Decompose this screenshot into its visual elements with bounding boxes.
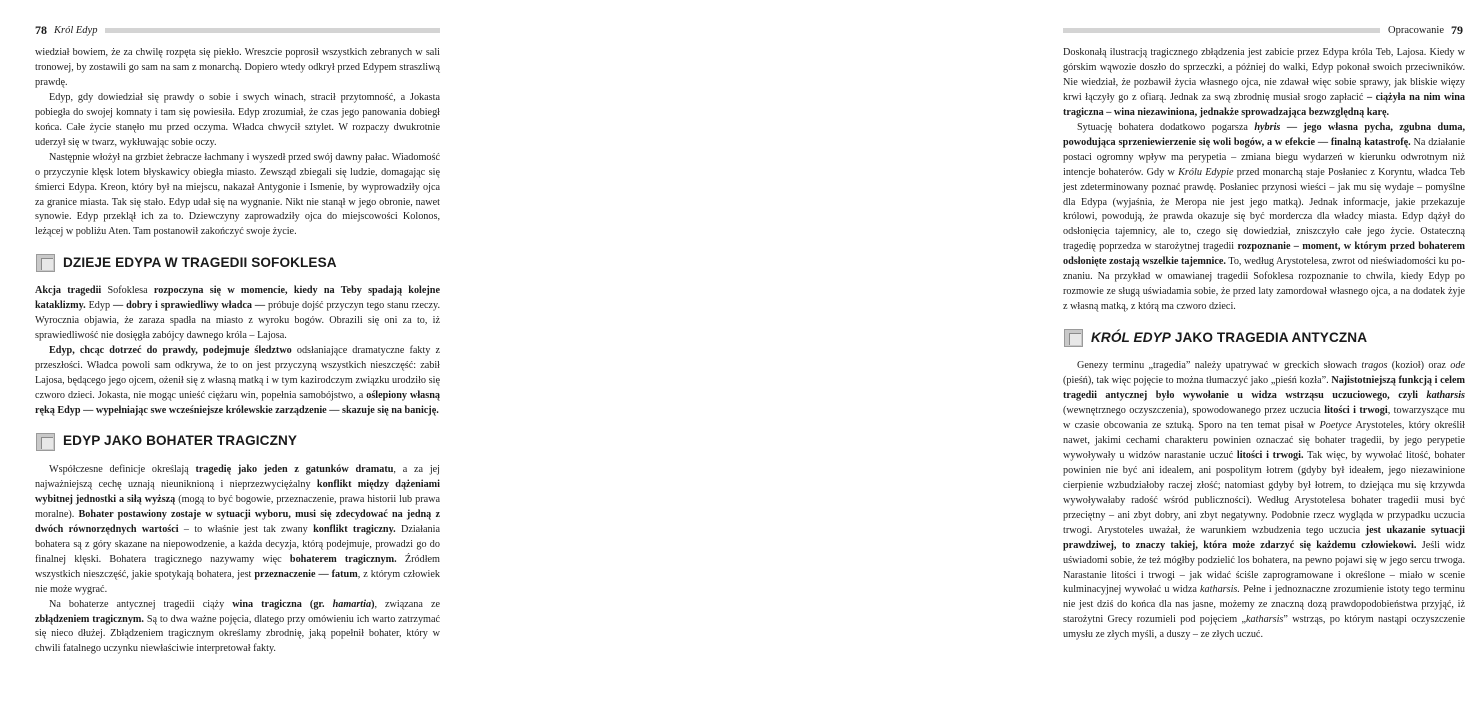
section-heading-dzieje	[35, 252, 440, 274]
section-heading-text: EDYP JAKO BOHATER TRAGICZNY	[63, 433, 298, 449]
section-icon	[35, 431, 57, 453]
section-heading-italic: KRÓL EDYP	[1091, 329, 1171, 345]
paragraph: Edyp, gdy dowiedział się prawdy o sobie i swych winach, stracił przytomność, a Jokasta pobiegła do swojej komnaty i tam się powiesiła. Edyp zrozumiał, że czas jego panowania dobiegł końca. Całe życie stanęło mu przed oczyma. Władca chwycił sztylet. W rozpaczy dwukrotnie uderzył się w twarz, wykłuwając sobie oczy.	[35, 91, 440, 148]
right-page	[500, 0, 1465, 712]
header-rule-right	[1063, 28, 1380, 33]
section-heading-rest: JAKO TRAGEDIA ANTYCZNA	[1170, 329, 1368, 345]
running-head-left	[35, 22, 440, 38]
paragraph: Akcja tragedii Sofoklesa rozpoczyna się w momencie, kiedy na Teby spadają kolejne kataklizmy. Edyp — dobry i sprawiedliwy władca — próbuje dojść przyczyn tego stanu rzeczy. Wyrocznia objawia, że zaraza spadła na miasto z wyroku bogów. Obrazili się oni za to, iż sprawiedliwość nie dosięgła zabójcy dawnego króla – Lajosa.	[35, 285, 440, 342]
running-title-right: Opracowanie	[1388, 24, 1444, 36]
page-number-left: 78	[35, 22, 47, 37]
right-text-column	[1063, 46, 1465, 643]
page-number-right: 79	[1451, 22, 1463, 37]
header-rule-left	[105, 28, 440, 33]
section-icon	[1063, 327, 1085, 349]
paragraph: Doskonałą ilustracją tragicznego zbłądzenia jest zabicie przez Edypa króla Teb, Lajosa. Kiedy w górskim wąwozie doszło do sprzeczki, a później do walki, Edyp pokonał swoich przeciwników. Nie wiedział, że pozbawił życia własnego ojca, nie zdawał więc sobie sprawy, jak bliskie więzy krwi łączyły go z ofiarą. Jednak za swą zbrodnię musiał srogo zapłacić – ciążyła na nim wina tragiczna – wina niezawiniona, jednakże sprowadzająca bezwzględną karę.	[1063, 47, 1465, 118]
running-title-left: Król Edyp	[54, 24, 98, 36]
section-heading-tragedia-antyczna	[1063, 327, 1465, 349]
left-page	[0, 0, 500, 712]
section-heading-bohater	[35, 431, 440, 453]
paragraph: Genezy terminu „tragedia” należy upatrywać w greckich słowach tragos (kozioł) oraz ode (pieśń), tak więc pojęcie to można tłumaczyć jako „pieśń kozła”. Najistotniejszą funkcją i celem tragedii antycznej było wywołanie u widza wstrząsu uczuciowego, czyli katharsis (wewnętrznego oczyszczenia), spowodowanego przez uczucia litości i trwogi, towarzyszące mu w czasie obcowania ze sztuką. Sporo na ten temat pisał w Poetyce Arystoteles, który określił nawet, jakimi cechami charakteru powinien oznaczać się bohater tragedii, by jego perypetie wywoływały u widzów narastanie uczuć litości i trwogi. Tak więc, by wywołać litość, bohater powinien nie być ani idealem, ani pospolitym łotrem (gdyby był ideałem, jego niezawinione cierpienie wzbudziałoby raczej złość; natomiast gdyby był łotrem, to dziejąca mu się krzywda wywoływałaby radość wśród publiczności). Według Arystotelesa bohater tragedii musi być przeciętny – ani zbyt dobry, ani zbyt negatywny. Podobnie rzecz wygląda w przypadku uczucia trwogi. Arystoteles uważał, że warunkiem wzbudzenia tego uczucia jest ukazanie sytuacji prawdziwej, to znaczy takiej, która może zdarzyć się każdemu człowiekowi. Jeśli widz uświadomi sobie, że też mógłby podzielić los bohatera, na pewno pojawi się w jego sercu trwoga. Narastanie litości i trwogi – jak widać ściśle zaprogramowane i określone – miało w scenie kulminacyjnej wywołać u widza katharsis. Pełne i jednoznaczne zrozumienie istoty tego terminu nie jest dziś do końca dla nas jasne, możemy ze znaczną dozą prawdopodobieństwa przyjąć, iż starożytni Grecy rozumieli pod pojęciem „katharsis” wstrząs, po którym nastąpi oczyszczenie umysłu ze złych myśli, a duszy – ze złych uczuć.	[1063, 360, 1465, 641]
section-icon	[35, 252, 57, 274]
paragraph: Sytuację bohatera dodatkowo pogarsza hybris — jego własna pycha, zgubna duma, powodująca sprzeniewierzenie się woli bogów, a w efekcie — finalną katastrofę. Na działanie postaci ogromny wpływ ma perypetia – zmiana biegu wydarzeń w kierunku odwrotnym niż intencje bohaterów. Gdy w Królu Edypie przed monarchą staje Posłaniec z Koryntu, władca Teb jest zdeterminowany poznać prawdę. Posłaniec przynosi wieści – jak mu się wydaje – pomyślne dla Edypa (wyjaśnia, że Meropa nie jest jego matką). Jednak informacje, jakie przekazuje królowi, powodują, że prawda okazuje się być mordercza dla władcy miasta. Edyp dążył do odsłonięcia tajemnicy, ale to, czego się dowiedział, zniszczyło całe jego życie. Ostateczną tragedię poprzedza w starożytnej tragedii rozpoznanie – moment, w którym przed bohaterem odsłonięte zostają wszelkie tajemnice. To, według Arystotelesa, zwrot od nieświadomości ku poznaniu. Na przykład w omawianej tragedii Sofoklesa rozpoznanie to chwila, kiedy Edyp po rozmowie ze sługą uświadamia sobie, że przed laty zamordował własnego ojca, a na dodatek żyje z własną matką, z którą ma czworo dzieci.	[1063, 121, 1465, 313]
paragraph: Następnie włożył na grzbiet żebracze łachmany i wyszedł przed swój dawny pałac. Wiadomość o przyczynie klęsk lotem błyskawicy obiegła miasto. Zewsząd zbiegali się ludzie, domagając się śmierci Edypa. Kreon, który był na miejscu, nakazał Antygonie i Ismenie, by wyprowadziły ojca za granice miasta. Tak się stało. Edyp udał się na wygnanie. Nikt nie stanął w jego obronie, nawet synowie. Edyp przeklął ich za to. Dziewczyny zaprowadziły ojca do miejscowości Kolonos, leżącej w pobliżu Aten. Tam postanowił zakończyć swoje życie.	[35, 151, 440, 238]
running-head-right	[1063, 22, 1463, 38]
paragraph: Na bohaterze antycznej tragedii ciąży wina tragiczna (gr. hamartia), związana ze zbłądzeniem tragicznym. Są to dwa ważne pojęcia, dlatego przy omówieniu ich warto zatrzymać się nieco dłużej. Zbłądzeniem tragicznym określamy zbrodnię, jaką popełnił bohater, który w chwili fatalnego uczynku niewłaściwie interpretował fakty.	[35, 598, 440, 655]
left-text-column	[35, 46, 440, 657]
section-heading-text	[1091, 331, 1367, 346]
paragraph: wiedział bowiem, że za chwilę rozpęta się piekło. Wreszcie poprosił wszystkich zebranych w sali tronowej, by zostawili go sam na sam z monarchą. Dopiero wtedy odkrył przed Edypem straszliwą prawdę.	[35, 47, 440, 88]
section-heading-text: DZIEJE EDYPA W TRAGEDII SOFOKLESA	[63, 254, 337, 270]
paragraph: Edyp, chcąc dotrzeć do prawdy, podejmuje śledztwo odsłaniające dramatyczne fakty z przeszłości. Władca powoli sam odkrywa, że to on jest przyczyną wszystkich nieszczęść: zabił Lajosa, będącego jego ojcem, ożenił się z własną matką i w tym kazirodczym związku urodziło się czworo dzieci. Jokasta, nie mogąc unieść ciężaru win, popełnia samobójstwo, a oślepiony własną ręką Edyp — wypełniając swe wcześniejsze królewskie zarządzenie — skazuje się na banicję.	[35, 345, 440, 417]
paragraph: Współczesne definicje określają tragedię jako jeden z gatunków dramatu, a za jej najważniejszą cechę uznają nieuniknioną i nieprzezwyciężalny konflikt między dążeniami wybitnej jednostki a siłą wyższą (mogą to być bogowie, przeznaczenie, prawa historii lub prawa moralne). Bohater postawiony zostaje w sytuacji wyboru, musi się zdecydować na jedną z dwóch równorzędnych wartości – to właśnie jest tak zwany konflikt tragiczny. Działania bohatera są z góry skazane na niepowodzenie, a każda decyzja, którą podejmuje, prowadzi go do finalnej klęski. Bohatera tragicznego nazywamy więc bohaterem tragicznym. Źródłem wszystkich nieszczęść, jakie spotykają bohatera, jest przeznaczenie — fatum, z którym człowiek nie może wygrać.	[35, 463, 440, 595]
